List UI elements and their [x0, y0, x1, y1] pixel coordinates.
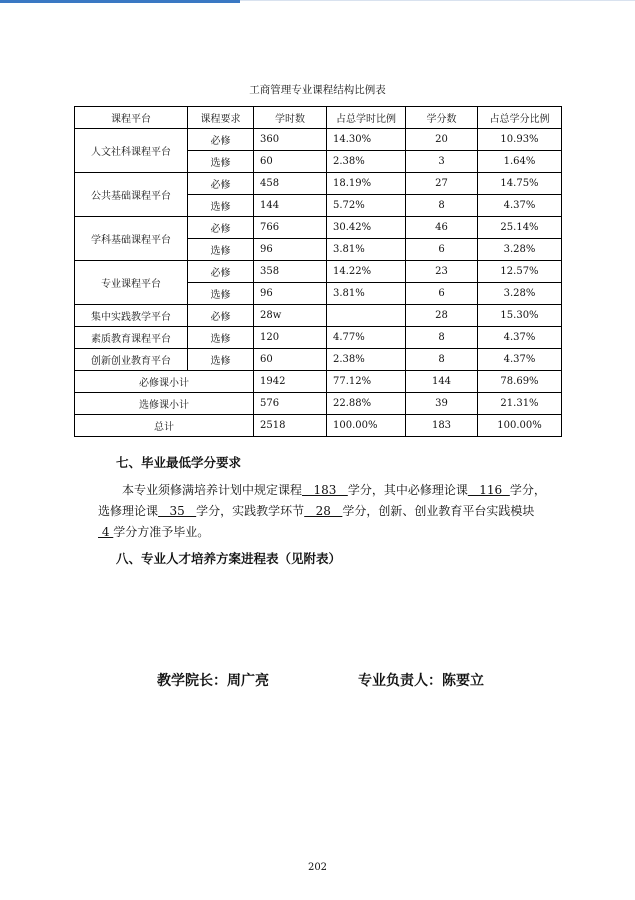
requirement-cell: 必修 — [188, 173, 254, 195]
credits-cell: 6 — [406, 239, 478, 261]
course-structure-table — [74, 106, 562, 437]
para-text-2: 学分，其中必修理论课 — [347, 483, 468, 497]
hours-cell: 96 — [254, 283, 327, 305]
hours-pct-cell: 30.42% — [327, 217, 406, 239]
column-header: 课程要求 — [188, 107, 254, 129]
total-row — [75, 415, 562, 437]
hours-cell: 576 — [254, 393, 327, 415]
practice-credits-value: 28 — [304, 504, 343, 518]
table-row — [75, 349, 562, 371]
credits-pct-cell: 25.14% — [478, 217, 562, 239]
credits-cell: 6 — [406, 283, 478, 305]
hours-pct-cell — [327, 305, 406, 327]
platform-cell: 公共基础课程平台 — [75, 173, 188, 217]
hours-cell: 96 — [254, 239, 327, 261]
hours-cell: 360 — [254, 129, 327, 151]
credits-pct-cell: 4.37% — [478, 327, 562, 349]
platform-cell: 素质教育课程平台 — [75, 327, 188, 349]
hours-cell: 60 — [254, 349, 327, 371]
top-rule — [240, 0, 635, 1]
requirement-cell: 选修 — [188, 327, 254, 349]
credits-pct-cell: 10.93% — [478, 129, 562, 151]
credits-cell: 23 — [406, 261, 478, 283]
credits-pct-cell: 78.69% — [478, 371, 562, 393]
credits-pct-cell: 14.75% — [478, 173, 562, 195]
para-text-5: 学分，创新、创业教育平台实践模块 — [342, 504, 535, 518]
hours-pct-cell: 2.38% — [327, 151, 406, 173]
requirement-cell: 选修 — [188, 195, 254, 217]
elective-theory-credits-value: 35 — [158, 504, 197, 518]
required-theory-credits-value: 116 — [467, 483, 510, 497]
requirement-cell: 必修 — [188, 129, 254, 151]
table-row — [75, 327, 562, 349]
hours-pct-cell: 18.19% — [327, 173, 406, 195]
para-text-1: 本专业须修满培养计划中规定课程 — [122, 483, 303, 497]
credits-cell: 8 — [406, 327, 478, 349]
requirement-cell: 选修 — [188, 283, 254, 305]
credits-cell: 46 — [406, 217, 478, 239]
hours-pct-cell: 77.12% — [327, 371, 406, 393]
hours-cell: 120 — [254, 327, 327, 349]
credits-pct-cell: 15.30% — [478, 305, 562, 327]
credits-cell: 183 — [406, 415, 478, 437]
requirement-cell: 必修 — [188, 305, 254, 327]
table-body — [75, 107, 562, 437]
credits-cell: 144 — [406, 371, 478, 393]
requirement-cell: 选修 — [188, 239, 254, 261]
credits-pct-cell: 21.31% — [478, 393, 562, 415]
credits-pct-cell: 4.37% — [478, 349, 562, 371]
hours-cell: 458 — [254, 173, 327, 195]
credits-cell: 20 — [406, 129, 478, 151]
hours-pct-cell: 3.81% — [327, 283, 406, 305]
hours-cell: 1942 — [254, 371, 327, 393]
platform-cell: 创新创业教育平台 — [75, 349, 188, 371]
requirement-cell: 选修 — [188, 349, 254, 371]
para-text-6: 学分方准予毕业。 — [113, 525, 210, 539]
hours-cell: 144 — [254, 195, 327, 217]
total-label-cell: 选修课小计 — [75, 393, 254, 415]
program-head-signature-line: 专业负责人：陈要立 — [358, 673, 484, 689]
credits-cell: 8 — [406, 349, 478, 371]
total-label-cell: 必修课小计 — [75, 371, 254, 393]
credits-cell: 28 — [406, 305, 478, 327]
credits-cell: 27 — [406, 173, 478, 195]
credits-pct-cell: 100.00% — [478, 415, 562, 437]
hours-pct-cell: 3.81% — [327, 239, 406, 261]
credits-pct-cell: 3.28% — [478, 239, 562, 261]
credits-pct-cell: 12.57% — [478, 261, 562, 283]
credits-cell: 8 — [406, 195, 478, 217]
graduation-credits-paragraph — [98, 480, 550, 543]
hours-cell: 358 — [254, 261, 327, 283]
hours-pct-cell: 5.72% — [327, 195, 406, 217]
hours-cell: 60 — [254, 151, 327, 173]
credits-pct-cell: 4.37% — [478, 195, 562, 217]
hours-pct-cell: 22.88% — [327, 393, 406, 415]
table-header-row — [75, 107, 562, 129]
table-row — [75, 129, 562, 151]
hours-cell: 2518 — [254, 415, 327, 437]
credits-cell: 39 — [406, 393, 478, 415]
platform-cell: 集中实践教学平台 — [75, 305, 188, 327]
page-number: 202 — [307, 862, 328, 873]
hours-pct-cell: 14.30% — [327, 129, 406, 151]
requirement-cell: 必修 — [188, 217, 254, 239]
hours-pct-cell: 4.77% — [327, 327, 406, 349]
hours-pct-cell: 100.00% — [327, 415, 406, 437]
para-text-4: 学分，实践教学环节 — [196, 504, 305, 518]
section-8-heading: 八、专业人才培养方案进程表（见附表） — [116, 551, 342, 566]
column-header: 占总学分比例 — [478, 107, 562, 129]
hours-pct-cell: 2.38% — [327, 349, 406, 371]
credits-cell: 3 — [406, 151, 478, 173]
platform-cell: 人文社科课程平台 — [75, 129, 188, 173]
credits-pct-cell: 3.28% — [478, 283, 562, 305]
table-row — [75, 173, 562, 195]
platform-cell: 学科基础课程平台 — [75, 217, 188, 261]
total-credits-value: 183 — [302, 483, 348, 497]
table-row — [75, 305, 562, 327]
column-header: 学时数 — [254, 107, 327, 129]
column-header: 学分数 — [406, 107, 478, 129]
hours-cell: 766 — [254, 217, 327, 239]
table-row — [75, 217, 562, 239]
column-header: 课程平台 — [75, 107, 188, 129]
hours-pct-cell: 14.22% — [327, 261, 406, 283]
hours-cell: 28w — [254, 305, 327, 327]
column-header: 占总学时比例 — [327, 107, 406, 129]
platform-cell: 专业课程平台 — [75, 261, 188, 305]
requirement-cell: 选修 — [188, 151, 254, 173]
table-row — [75, 261, 562, 283]
table-title: 工商管理专业课程结构比例表 — [249, 84, 386, 96]
para-text-3: 学分，选修理论课 — [98, 483, 546, 518]
total-row — [75, 393, 562, 415]
credits-pct-cell: 1.64% — [478, 151, 562, 173]
total-row — [75, 371, 562, 393]
requirement-cell: 必修 — [188, 261, 254, 283]
innovation-credits-value: 4 — [98, 525, 114, 539]
total-label-cell: 总计 — [75, 415, 254, 437]
section-7-heading: 七、毕业最低学分要求 — [116, 455, 242, 470]
dean-signature-line: 教学院长：周广亮 — [157, 673, 269, 689]
top-accent-bar — [0, 0, 240, 3]
